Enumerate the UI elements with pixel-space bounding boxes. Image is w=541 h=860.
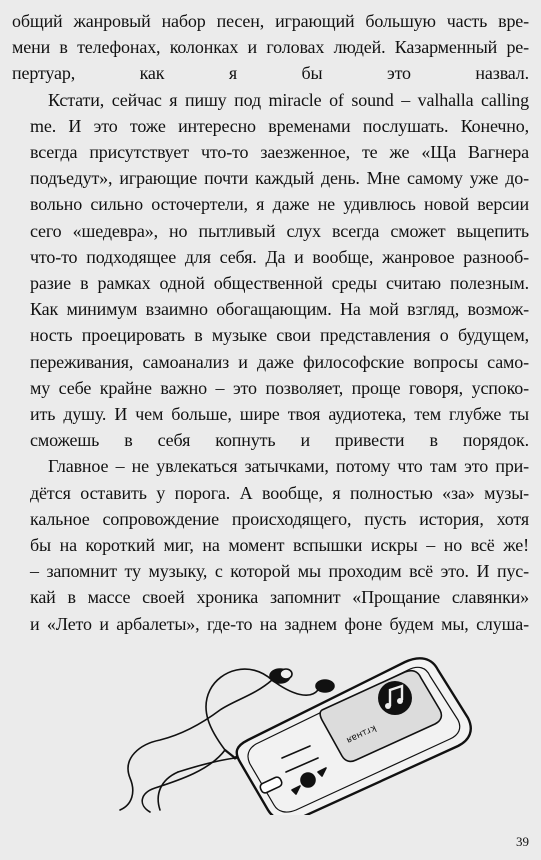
text-line: му себе крайне важно – это позволяет, проще говоря, успоко- — [30, 377, 529, 398]
text-line: всегда присутствует что-то заезженное, те же «Ща Вагнера — [30, 142, 529, 163]
text-line: что-то подходящее для себя. Да и вообще, жанровое разнооб- — [30, 246, 529, 267]
mp3-player-illustration — [60, 640, 480, 815]
text-line: Главное – не увлекаться затычками, потому что там это при- — [48, 456, 529, 477]
text-line: вольно сильно осточертели, я даже не удивлюсь новой версии — [30, 194, 529, 215]
text-line: сможешь в себя копнуть и привести в порядок. — [30, 430, 529, 451]
paragraph-2 — [12, 87, 529, 454]
paragraph-1 — [12, 0, 529, 87]
text-line: мени в телефонах, колонках и головах людей. Казарменный ре- — [12, 37, 529, 58]
text-line: и «Лето и арбалеты», где-то на заднем фоне будем мы, слуша- — [30, 613, 529, 634]
text-line: подъедут», играющие почти каждый день. Мне самому уже до- — [30, 168, 529, 189]
text-line: дётся оставить у порога. А вообще, я полностью «за» музы- — [30, 482, 529, 503]
screen-label: ʁɐнтɹʞ — [345, 723, 379, 746]
paragraph-3 — [12, 453, 529, 636]
text-line: кай в массе своей хроника запомнит «Прощание славянки» — [30, 587, 529, 608]
page-number: 39 — [516, 834, 529, 849]
text-line: сего «шедевра», но пытливый слух всегда сможет выцепить — [30, 220, 529, 241]
text-line: ить душу. И чем больше, шире твоя аудиотека, тем глубже ты — [30, 404, 529, 425]
text-line: – запомнит ту музыку, с которой мы проходим всё это. И пус- — [30, 561, 529, 582]
text-line: ность проецировать в музыке свои представления о будущем, — [30, 325, 529, 346]
text-line: переживания, самоанализ и даже философские вопросы само- — [30, 351, 529, 372]
music-note-icon — [378, 681, 412, 715]
text-line: Кстати, сейчас я пишу под miracle of sound – valhalla calling — [48, 89, 529, 110]
text-line: разие в рамках одной общественной среды считаю полезным. — [30, 273, 529, 294]
text-line: me. И это тоже интересно временами послушать. Конечно, — [30, 115, 529, 136]
text-line: Как минимум взаимно обогащающим. На мой взгляд, возмож- — [30, 299, 529, 320]
text-line: пертуар, как я бы это назвал. — [12, 63, 529, 84]
text-line: кальное сопровождение происходящего, пусть история, хотя — [30, 508, 529, 529]
text-line: бы на короткий миг, на момент вспышки искры – но всё же! — [30, 535, 529, 556]
text-line: общий жанровый набор песен, играющий большую часть вре- — [12, 11, 529, 31]
body-text — [12, 0, 529, 637]
